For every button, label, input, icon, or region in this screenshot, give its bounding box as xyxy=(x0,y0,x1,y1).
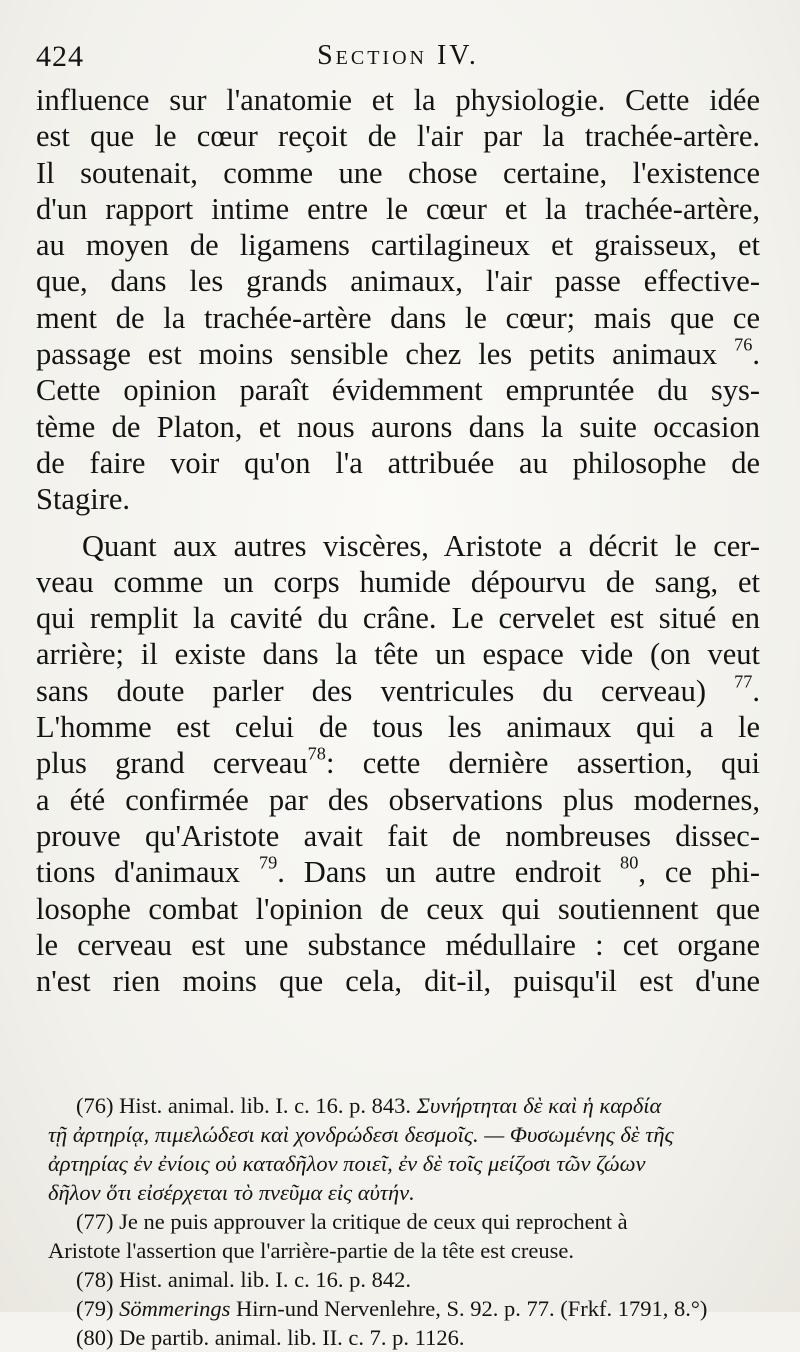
footnote-ref: 77 xyxy=(734,671,753,692)
footnote-ref: 80 xyxy=(620,852,639,873)
footnote-text: Hist. animal. lib. I. c. 16. p. 843. xyxy=(119,1093,411,1119)
footnote-greek-line: δῆλον ὅτι εἰσέρχεται τὸ πνεῦμα εἰς αὐτήν. xyxy=(48,1180,415,1206)
page-number: 424 xyxy=(36,40,84,73)
text-line: est que le cœur reçoit de l'air par la trachée-artère. xyxy=(36,119,760,154)
text-line: Stagire. xyxy=(36,482,131,517)
page-header xyxy=(36,38,760,82)
text-line: ment de la trachée-artère dans le cœur; mais que ce xyxy=(36,300,760,335)
text-line: Quant aux autres viscères, Aristote a décrit le cer- xyxy=(82,528,760,563)
text-line: passage est moins sensible chez les petits animaux $^{76}$. xyxy=(36,334,761,372)
text-fragment: sans doute parler des ventricules du cerveau) xyxy=(36,673,706,708)
text-fragment: : cette dernière assertion, qui xyxy=(325,746,761,781)
footnote-ref: 76 xyxy=(734,334,753,355)
main-text xyxy=(36,82,760,999)
text-fragment: , ce phi- xyxy=(638,855,761,890)
footnote-80 xyxy=(36,1323,760,1352)
text-line: tème de Platon, et nous aurons dans la suite occasion xyxy=(36,409,760,444)
text-line: arrière; il existe dans la tête un espace vide (on veut xyxy=(36,637,760,672)
running-head: Section IV. xyxy=(317,40,479,71)
text-line: que, dans les grands animaux, l'air passe effective- xyxy=(36,264,760,299)
text-line: le cerveau est une substance médullaire : cet organe xyxy=(36,927,760,962)
text-line xyxy=(36,745,760,781)
footnote-79 xyxy=(36,1294,760,1323)
footnote-greek: Συνήρτηται δὲ καὶ ἡ καρδία xyxy=(416,1093,662,1119)
footnote-ref: 79 xyxy=(258,852,278,873)
footnote-label: (77) xyxy=(76,1209,114,1235)
text-line: prouve qu'Aristote avait fait de nombreuses dissec- xyxy=(36,818,760,853)
text-line: veau comme un corps humide dépourvu de sang, et xyxy=(36,564,760,599)
footnote-author: Sömmerings xyxy=(119,1296,231,1322)
text-line xyxy=(36,854,760,890)
footnotes xyxy=(36,1091,760,1352)
footnote-ref: 78 xyxy=(307,743,326,764)
footnote-label: (80) xyxy=(76,1325,114,1351)
footnote-greek-line: ἀρτηρίας ἐν ἐνίοις οὐ καταδῆλον ποιεῖ, ἐν δὲ τοῖς μείζοσι τῶν ζώων xyxy=(48,1151,646,1177)
footnote-gap xyxy=(36,999,760,1091)
text-line: Il soutenait, comme une chose certaine, l'existence xyxy=(36,155,760,190)
footnote-text: Hist. animal. lib. I. c. 16. p. 842. xyxy=(119,1267,411,1293)
text-fragment: . Dans un autre endroit xyxy=(277,855,602,890)
text-line: au moyen de ligamens cartilagineux et graisseux, et xyxy=(36,228,760,263)
footnote-text: Je ne puis approuver la critique de ceux qui reprochent à xyxy=(119,1209,628,1235)
footnote-label: (79) xyxy=(76,1296,114,1322)
text-line: influence sur l'anatomie et la physiologie. Cette idée xyxy=(36,83,760,117)
text-fragment: passage est moins sensible chez les petits animaux xyxy=(36,337,718,372)
text-line: a été confirmée par des observations plus modernes, xyxy=(36,782,760,817)
footnote-greek-line: τῇ ἀρτηρίᾳ, πιμελώδεσι καὶ χονδρώδεσι δεσμοῖς. — Φυσωμένης δὲ τῆς xyxy=(48,1122,674,1148)
footnote-label: (76) xyxy=(76,1093,114,1119)
footnote-76 xyxy=(36,1091,760,1120)
footnote-text: De partib. animal. lib. II. c. 7. p. 1126. xyxy=(119,1325,465,1351)
text-fragment: plus grand cerveau xyxy=(36,746,308,781)
footnote-text: Hirn-und Nervenlehre, S. 92. p. 77. (Frkf. 1791, 8.°) xyxy=(236,1296,708,1322)
paragraph-2 xyxy=(36,528,760,1000)
text-line: losophe combat l'opinion de ceux qui soutiennent que xyxy=(36,891,760,926)
footnote-77 xyxy=(36,1207,760,1236)
text-line: n'est rien moins que cela, dit-il, puisqu'il est d'une xyxy=(36,964,760,999)
paragraph-1 xyxy=(36,82,760,518)
text-line: de faire voir qu'on l'a attribuée au philosophe de xyxy=(36,445,760,480)
footnote-text-line: Aristote l'assertion que l'arrière-partie de la tête est creuse. xyxy=(48,1238,574,1264)
text-line: Cette opinion paraît évidemment empruntée du sys- xyxy=(36,373,760,408)
text-line: L'homme est celui de tous les animaux qui a le xyxy=(36,710,760,745)
text-line: sans doute parler des ventricules du cerveau) $^{77}$. xyxy=(36,671,760,708)
text-line: d'un rapport intime entre le cœur et la trachée-artère, xyxy=(36,191,760,226)
footnote-label: (78) xyxy=(76,1267,114,1293)
text-fragment: tions d'animaux xyxy=(36,855,241,890)
footnote-78 xyxy=(36,1265,760,1294)
text-line: qui remplit la cavité du crâne. Le cervelet est situé en xyxy=(36,601,760,636)
